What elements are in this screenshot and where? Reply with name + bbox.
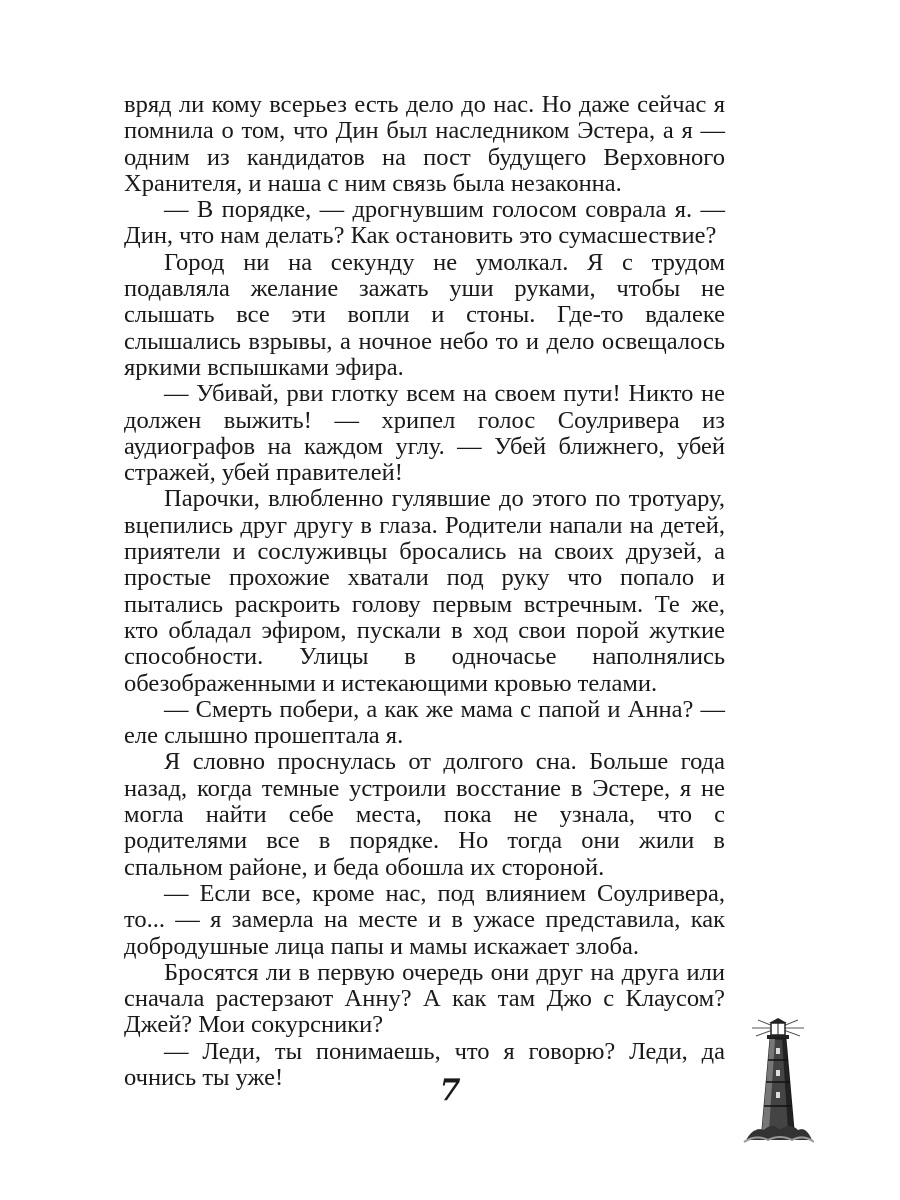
paragraph: Парочки, влюбленно гулявшие до этого по тротуару, вцепились друг другу в глаза. Родители напали на детей, приятели и сослуживцы бросались на своих друзей, а простые прохожие хватали под руку что попало и пытались раскроить голову первым встречным. Те же, кто обладал эфиром, пускали в ход свои порой жуткие способности. Улицы в одночасье наполнялись обезображенными и истекающими кровью телами.	[124, 485, 725, 697]
page-body-text	[124, 92, 725, 1091]
paragraph: — Леди, ты понимаешь, что я говорю? Леди, да очнись ты уже!	[124, 1037, 725, 1091]
page-number: 7	[439, 1073, 461, 1108]
paragraph: — Смерть побери, а как же мама с папой и Анна? — еле слышно прошептала я.	[124, 695, 725, 750]
paragraph: — Если все, кроме нас, под влиянием Соулривера, то... — я замерла на месте и в ужасе представила, как добродушные лица папы и мамы искажает злоба.	[124, 879, 725, 960]
paragraph: — Убивай, рви глотку всем на своем пути! Никто не должен выжить! — хрипел голос Соулривера из аудиографов на каждом углу. — Убей ближнего, убей стражей, убей правителей!	[124, 380, 725, 487]
paragraph: вряд ли кому всерьез есть дело до нас. Но даже сейчас я помнила о том, что Дин был наследником Эстера, а я — одним из кандидатов на пост будущего Верховного Хранителя, и наша с ним связь была незаконна.	[124, 91, 725, 197]
lighthouse-icon	[742, 1018, 814, 1146]
paragraph: Город ни на секунду не умолкал. Я с трудом подавляла желание зажать уши руками, чтобы не слышать все эти вопли и стоны. Где-то вдалеке слышались взрывы, а ночное небо то и дело освещалось яркими вспышками эфира.	[124, 248, 725, 381]
paragraph: — В порядке, — дрогнувшим голосом соврала я. — Дин, что нам делать? Как остановить это сумасшествие?	[124, 196, 725, 250]
paragraph: Я словно проснулась от долгого сна. Больше года назад, когда темные устроили восстание в Эстере, я не могла найти себе места, пока не узнала, что с родителями все в порядке. Но тогда они жили в спальном районе, и беда обошла их стороной.	[124, 748, 725, 881]
paragraph: Бросятся ли в первую очередь они друг на друга или сначала растерзают Анну? А как там Джо с Клаусом? Джей? Мои сокурсники?	[124, 958, 725, 1039]
